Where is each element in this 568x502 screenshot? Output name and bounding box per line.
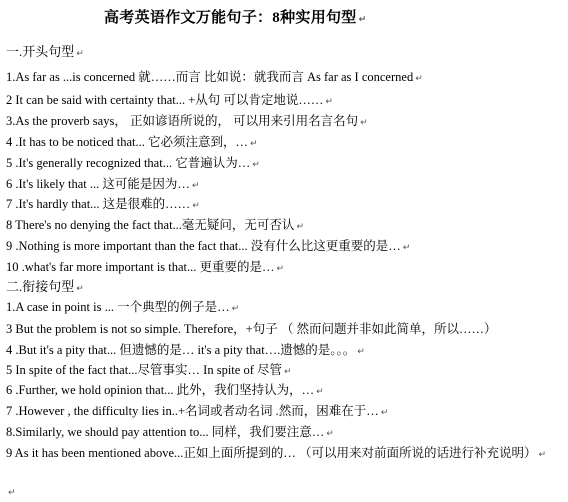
paragraph-mark-icon: ↵ [192, 201, 200, 211]
paragraph-mark-icon: ↵ [231, 304, 240, 314]
section-heading-opening: 一.开头句型 ↵ [6, 44, 84, 59]
title-text: 高考英语作文万能句子：8种实用句型 [104, 10, 357, 26]
list-item: 6 .Further, we hold opinion that... 此外，我们坚持认为，… ↵ [6, 383, 324, 397]
paragraph-mark-icon: ↵ [380, 408, 389, 418]
paragraph-mark-icon: ↵ [76, 49, 84, 59]
list-item: 3.As the proverb says， 正如谚语所说的， 可以用来引用名言名句 ↵ [6, 114, 368, 128]
paragraph-mark-icon: ↵ [276, 264, 285, 274]
paragraph-mark-icon: ↵ [538, 450, 547, 460]
trailing-paragraph [6, 483, 16, 501]
list-item: 2 It can be said with certainty that... +从句 可以肯定地说…… ↵ [6, 93, 333, 107]
list-item: 8.Similarly, we should pay attention to... 同样，我们要注意… ↵ [6, 425, 334, 439]
paragraph-mark-icon: ↵ [325, 97, 333, 107]
paragraph-mark-icon: ↵ [296, 222, 304, 232]
list-item: 4 .It has to be noticed that... 它必须注意到，… ↵ [6, 135, 258, 149]
paragraph-mark-icon: ↵ [249, 139, 258, 149]
paragraph-mark-icon: ↵ [8, 488, 16, 498]
list-item: 3 But the problem is not so simple. Therefore，+句子 （ 然而问题并非如此简单，所以……） [6, 322, 497, 336]
paragraph-mark-icon: ↵ [402, 243, 411, 253]
paragraph-mark-icon: ↵ [316, 387, 324, 397]
list-item: 6 .It's likely that ... 这可能是因为… ↵ [6, 177, 200, 191]
document-title [104, 6, 366, 27]
paragraph-mark-icon: ↵ [357, 347, 365, 357]
list-item: 5 .It's generally recognized that... 它普遍认为… ↵ [6, 156, 260, 170]
paragraph-mark-icon: ↵ [415, 74, 423, 84]
list-item: 4 .But it's a pity that... 但遗憾的是… it's a pity that….遗憾的是。。。 ↵ [6, 343, 365, 357]
section-heading-transition: 二.衔接句型 ↵ [6, 279, 84, 294]
list-item: 5 In spite of the fact that...尽管事实… In spite of 尽管 ↵ [6, 363, 292, 377]
paragraph-mark-icon: ↵ [284, 367, 292, 377]
list-item: 10 .what's far more important is that... 更重要的是… ↵ [6, 260, 285, 274]
list-item: 7 .It's hardly that... 这是很难的…… ↵ [6, 197, 200, 211]
paragraph-mark-icon: ↵ [358, 15, 367, 25]
list-item: 9 .Nothing is more important than the fact that... 没有什么比这更重要的是… ↵ [6, 239, 411, 253]
paragraph-mark-icon: ↵ [360, 118, 368, 128]
paragraph-mark-icon: ↵ [326, 429, 334, 439]
list-item: 7 .However , the difficulty lies in..+名词或者动名词 .然而，困难在于… ↵ [6, 404, 389, 418]
list-item: 9 As it has been mentioned above...正如上面所提到的… （可以用来对前面所说的话进行补充说明） ↵ [6, 446, 547, 460]
paragraph-mark-icon: ↵ [252, 160, 260, 170]
list-item: 1.A case in point is ... 一个典型的例子是… ↵ [6, 300, 240, 314]
list-item: 8 There's no denying the fact that...毫无疑问，无可否认 ↵ [6, 218, 304, 232]
list-item: 1.As far as ...is concerned 就……而言 比如说：就我而言 As far as I concerned ↵ [6, 70, 423, 84]
paragraph-mark-icon: ↵ [191, 181, 200, 191]
paragraph-mark-icon: ↵ [76, 284, 84, 294]
